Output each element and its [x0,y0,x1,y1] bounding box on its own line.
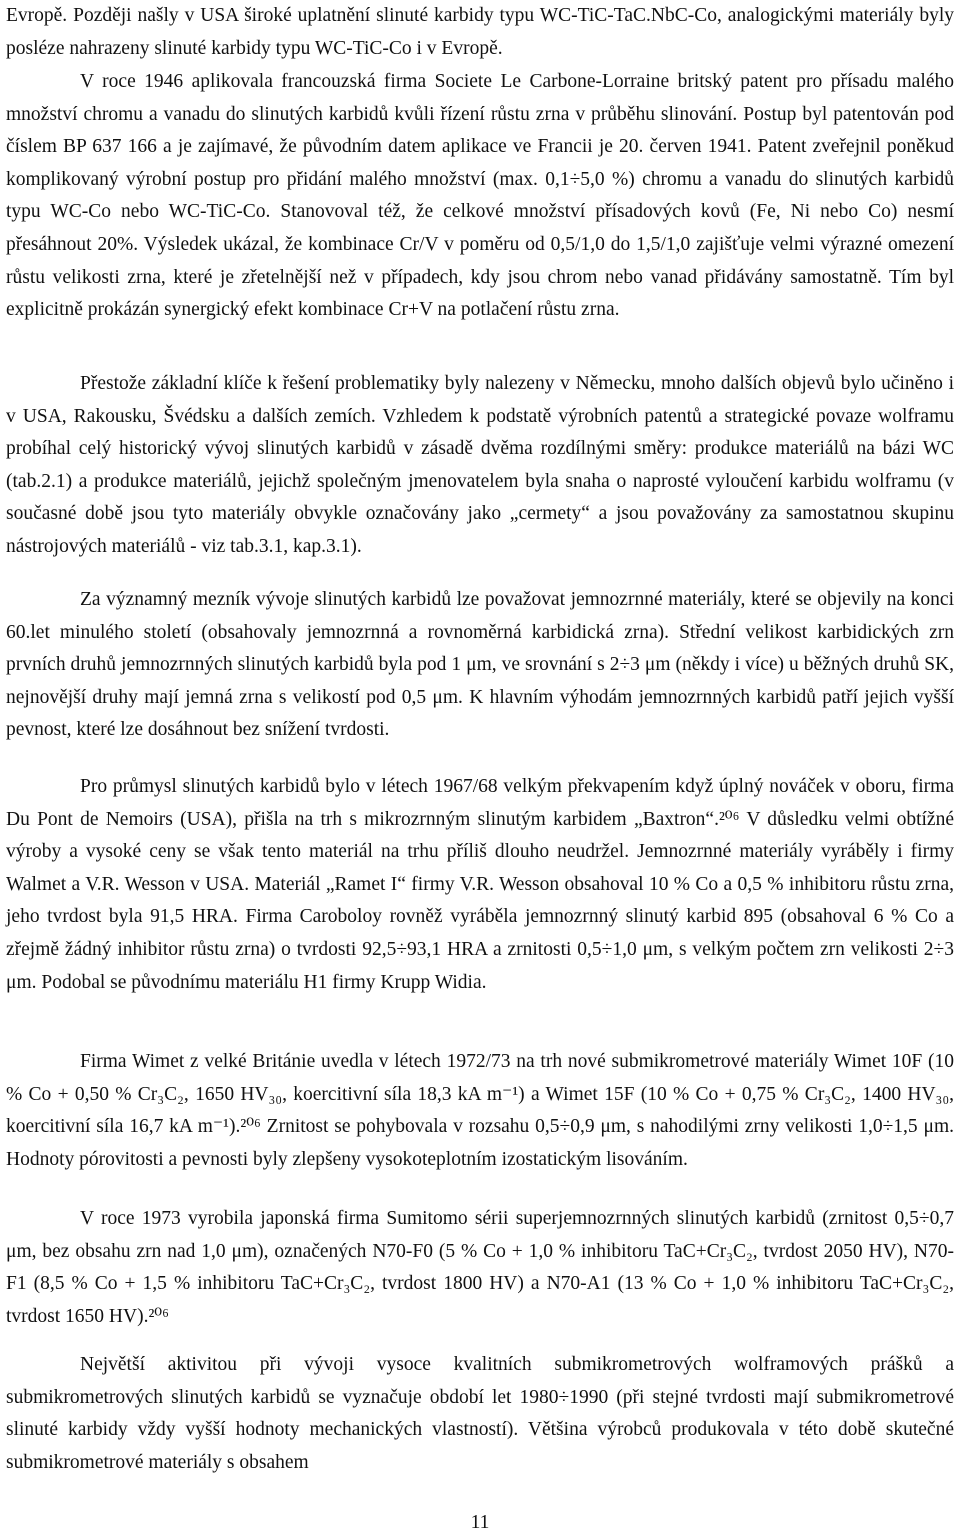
page-number: 11 [470,1512,490,1533]
paragraph-7: V roce 1973 vyrobila japonská firma Sumitomo sérii superjemnozrnných slinutých karbidů (zrnitost 0,5÷0,7 μm, bez obsahu zrn nad 1,0 μm), označených N70-F0 (5 % Co + 1,0 % inhibitoru TaC+Cr₃C₂, tvrdost 2050 HV), N70-F1 (8,5 % Co + 1,5 % inhibitoru TaC+Cr₃C₂, tvrdost 1800 HV) a N70-A1 (13 % Co + 1,0 % inhibitoru TaC+Cr₃C₂, tvrdost 1650 HV).²⁰⁶ [6,1208,954,1327]
paragraph-2: V roce 1946 aplikovala francouzská firma Societe Le Carbone-Lorraine britský patent pro přísadu malého množství chromu a vanadu do slinutých karbidů kvůli řízení růstu zrna v průběhu slinování. Postup byl patentován pod číslem BP 637 166 a je zajímavé, že původním datem aplikace ve Francii je 20. červen 1941. Patent zveřejnil poněkud komplikovaný výrobní postup pro přidání malého množství (max. 0,1÷5,0 %) chromu a vanadu do slinutých karbidů typu WC-Co nebo WC-TiC-Co. Stanovoval též, že celkové množství přísadových kovů (Fe, Ni nebo Co) nesmí přesáhnout 20%. Výsledek ukázal, že kombinace Cr/V v poměru od 0,5/1,0 do 1,5/1,0 zajišťuje velmi výrazné omezení růstu velikosti zrna, které je zřetelnější než v případech, kdy jsou chrom nebo vanad přidávány samostatně. Tím byl explicitně prokázán synergický efekt kombinace Cr+V na potlačení růstu zrna. [6,71,954,321]
paragraph-5: Pro průmysl slinutých karbidů bylo v létech 1967/68 velkým překvapením když úplný nováček v oboru, firma Du Pont de Nemoirs (USA), přišla na trh s mikrozrnným slinutým karbidem „Baxtron“.²⁰⁶ V důsledku velmi obtížné výroby a vysoké ceny se však tento materiál na trhu příliš dlouho neudržel. Jemnozrnné materiály vyráběly i firmy Walmet a V.R. Wesson v USA. Materiál „Ramet I“ firmy V.R. Wesson obsahoval 10 % Co a 0,5 % inhibitoru růstu zrna, jeho tvrdost byla 91,5 HRA. Firma Caroboloy rovněž vyráběla jemnozrnný slinutý karbid 895 (obsahoval 6 % Co a zřejmě žádný inhibitor růstu zrna) o tvrdosti 92,5÷93,1 HRA a zrnitosti 0,5÷1,0 μm, s velkým počtem zrn velikosti 2÷3 μm. Podobal se původnímu materiálu H1 firmy Krupp Widia. [6,776,954,993]
paragraph-8: Největší aktivitou při vývoji vysoce kvalitních submikrometrových wolframových prášků a submikrometrových slinutých karbidů se vyznačuje období let 1980÷1990 (při stejné tvrdosti mají submikrometrové slinuté karbidy vždy vyšší hodnoty mechanických vlastností). Většina výrobců produkovala v této době skutečné submikrometrové materiály s obsahem [6,1354,954,1473]
paragraph-1: Evropě. Později našly v USA široké uplatnění slinuté karbidy typu WC-TiC-TaC.NbC-Co, analogickými materiály byly posléze nahrazeny slinuté karbidy typu WC-TiC-Co i v Evropě. [6,5,954,59]
paragraph-3: Přestože základní klíče k řešení problematiky byly nalezeny v Německu, mnoho dalších objevů bylo učiněno i v USA, Rakousku, Švédsku a dalších zemích. Vzhledem k podstatě výrobních patentů a strategické povaze wolframu probíhal celý historický vývoj slinutých karbidů v zásadě dvěma rozdílnými směry: produkce materiálů na bázi WC (tab.2.1) a produkce materiálů, jejichž společným jmenovatelem byla snaha o naprosté vyloučení karbidu wolframu (v současné době jsou tyto materiály obvykle označovány jako „cermety“ a jsou považovány za samostatnou skupinu nástrojových materiálů - viz tab.3.1, kap.3.1). [6,373,954,557]
paragraph-4: Za významný mezník vývoje slinutých karbidů lze považovat jemnozrnné materiály, které se objevily na konci 60.let minulého století (obsahovaly jemnozrnná a rovnoměrná karbidická zrna). Střední velikost karbidických zrn prvních druhů jemnozrnných slinutých karbidů byla pod 1 μm, ve srovnání s 2÷3 μm (někdy i více) u běžných druhů SK, nejnovější druhy mají jemná zrna s velikostí pod 0,5 μm. K hlavním výhodám jemnozrnných karbidů patří jejich vyšší pevnost, které lze dosáhnout bez snížení tvrdosti. [6,589,954,741]
paragraph-6: Firma Wimet z velké Británie uvedla v létech 1972/73 na trh nové submikrometrové materiály Wimet 10F (10 % Co + 0,50 % Cr₃C₂, 1650 HV₃₀, koercitivní síla 18,3 kA m⁻¹) a Wimet 15F (10 % Co + 0,75 % Cr₃C₂, 1400 HV₃₀, koercitivní síla 16,7 kA m⁻¹).²⁰⁶ Zrnitost se pohybovala v rozsahu 0,5÷0,9 μm, s nahodilými zrny velikosti 1,0÷1,5 μm. Hodnoty pórovitosti a pevnosti byly zlepšeny vysokoteplotním izostatickým lisováním. [6,1051,954,1170]
